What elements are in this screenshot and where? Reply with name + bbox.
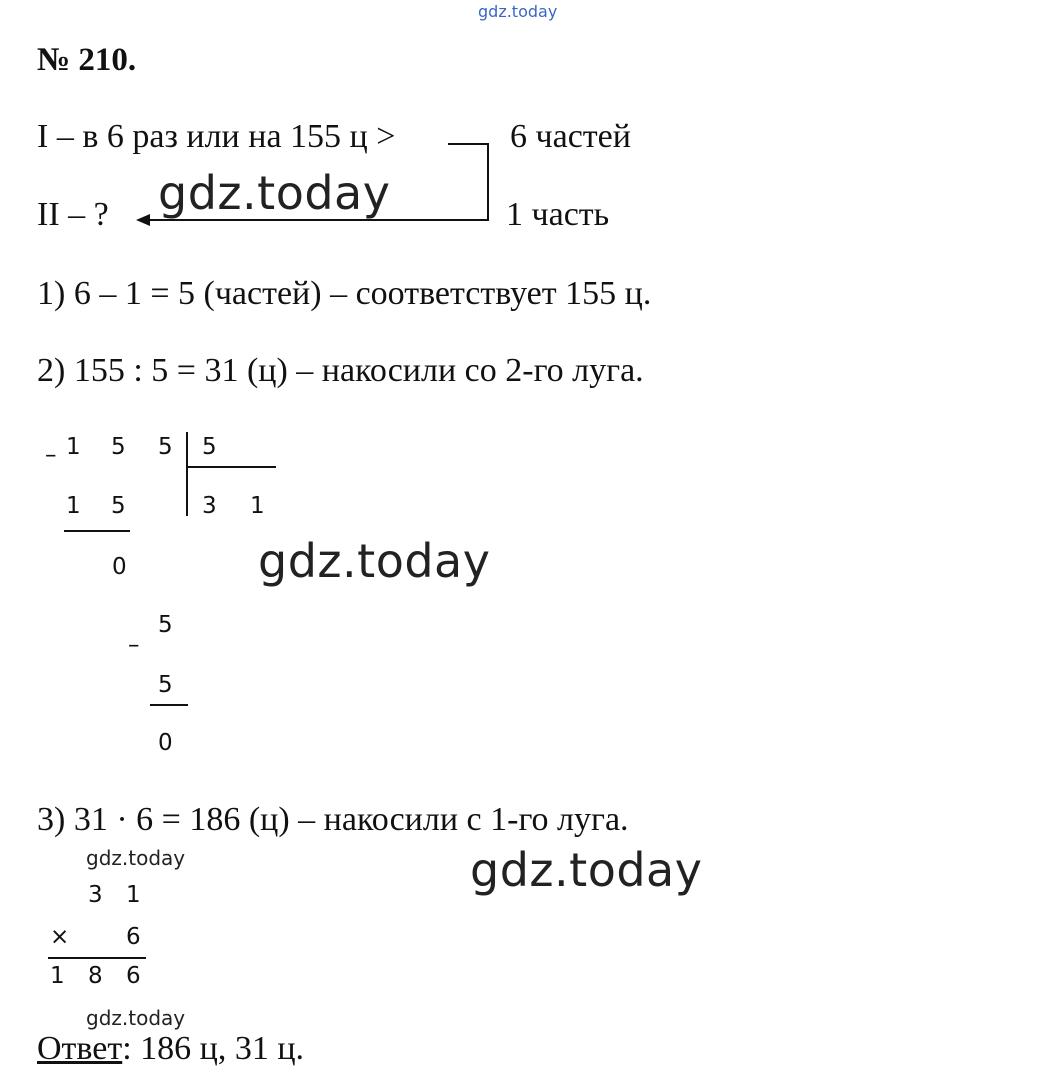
multiplicand-digit: 3 — [88, 882, 103, 908]
multiply-sign: × — [50, 924, 70, 950]
division-underline-2 — [150, 704, 188, 706]
watermark-small-2: gdz.today — [86, 1006, 186, 1030]
dividend-digit: 5 — [158, 434, 173, 460]
division-minus-1: – — [45, 442, 57, 468]
product-digit: 6 — [126, 963, 141, 989]
division-bar-vertical — [186, 432, 188, 516]
scheme-row-2: II – ? — [37, 196, 109, 233]
scheme-row-1-parts: 6 частей — [510, 118, 631, 155]
step-1: 1) 6 – 1 = 5 (частей) – соответствует 155 ц. — [37, 275, 652, 312]
answer-label: Ответ — [37, 1030, 123, 1067]
division-bar-horizontal — [186, 466, 276, 468]
subtrahend-2: 5 — [158, 672, 173, 698]
quotient-digit: 3 — [202, 493, 217, 519]
watermark-lower: gdz.today — [470, 843, 703, 897]
watermark-top: gdz.today — [478, 2, 558, 21]
watermark-small-1: gdz.today — [86, 846, 186, 870]
remainder-2: 0 — [158, 730, 173, 756]
product-digit: 1 — [50, 963, 65, 989]
dividend-digit: 1 — [66, 434, 81, 460]
scheme-row-2-parts: 1 часть — [506, 196, 610, 233]
step-3: 3) 31 · 6 = 186 (ц) – накосили с 1-го луга. — [37, 801, 629, 838]
problem-title: № 210. — [37, 42, 137, 78]
multiplier: 6 — [126, 924, 141, 950]
dividend-digit: 5 — [111, 434, 126, 460]
watermark-middle: gdz.today — [258, 534, 491, 588]
product-digit: 8 — [88, 963, 103, 989]
multiplication-underline — [48, 957, 146, 959]
answer — [37, 1030, 304, 1068]
bring-down-digit: 5 — [158, 612, 173, 638]
watermark-scheme: gdz.today — [158, 166, 391, 220]
scheme-row-1: I – в 6 раз или на 155 ц > — [37, 118, 396, 155]
multiplicand-digit: 1 — [126, 882, 141, 908]
subtrahend-digit: 5 — [111, 493, 126, 519]
subtrahend-digit: 1 — [66, 493, 81, 519]
divisor: 5 — [202, 434, 217, 460]
answer-text: : 186 ц, 31 ц. — [122, 1030, 305, 1067]
step-2: 2) 155 : 5 = 31 (ц) – накосили со 2-го луга. — [37, 352, 644, 389]
division-minus-2: – — [128, 632, 140, 658]
division-underline-1 — [64, 530, 130, 532]
quotient-digit: 1 — [250, 493, 265, 519]
remainder-1: 0 — [112, 554, 127, 580]
